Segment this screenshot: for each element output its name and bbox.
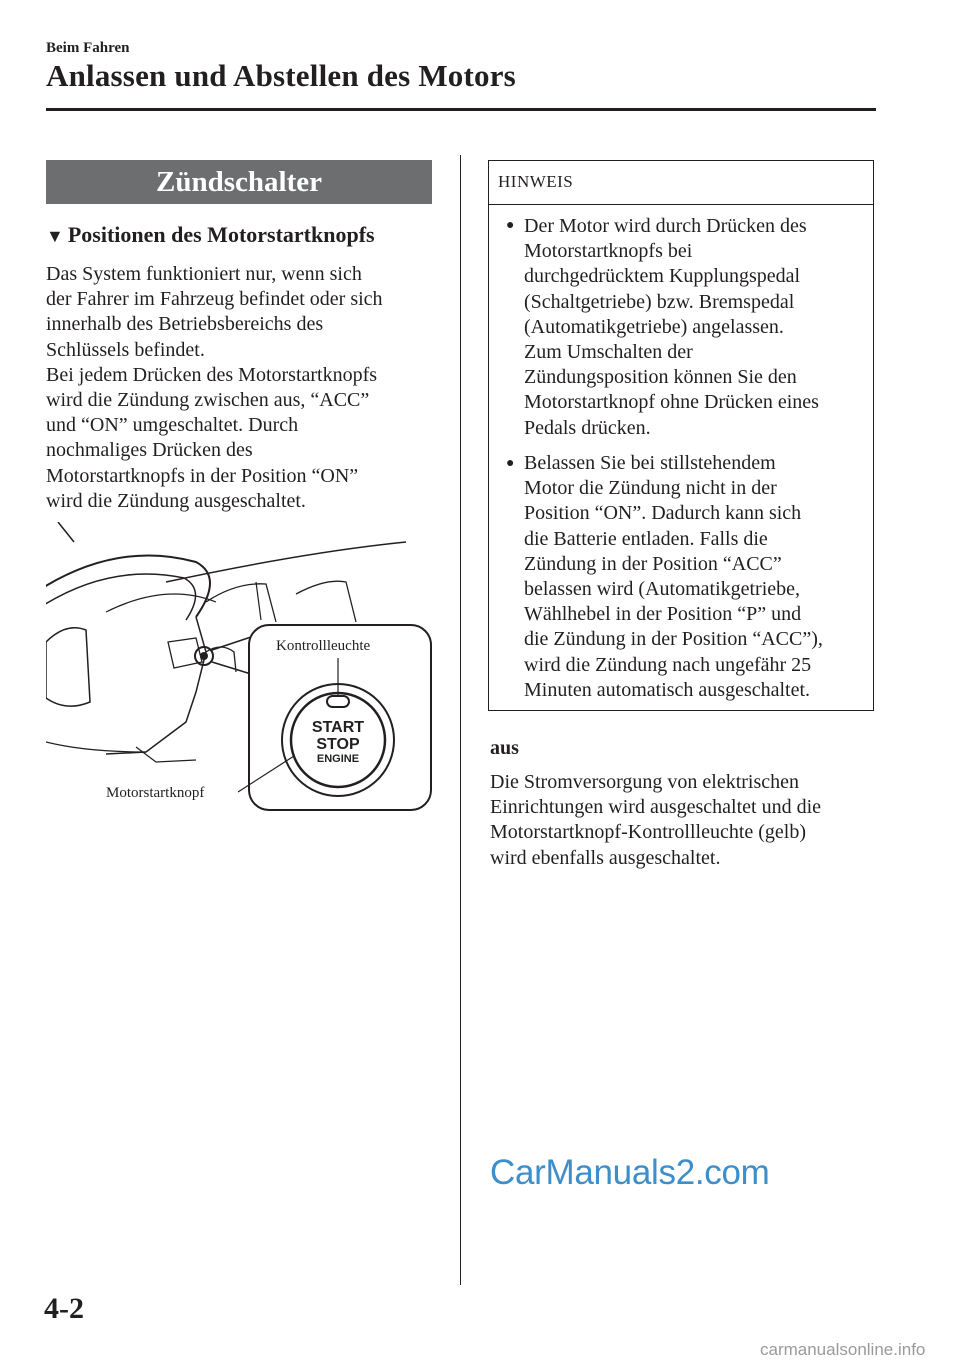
text-line: Zum Umschalten der	[524, 341, 693, 364]
button-text-stop: STOP	[316, 736, 360, 753]
text-line: der Fahrer im Fahrzeug befindet oder sich	[46, 288, 383, 311]
triangle-marker-icon: ▼	[46, 226, 64, 246]
aus-paragraph	[490, 770, 880, 871]
text-line: innerhalb des Betriebsbereichs des	[46, 313, 324, 336]
indicator-light-label: Kontrollleuchte	[276, 638, 371, 654]
text-line: Wählhebel in der Position “P” und	[524, 603, 802, 626]
text-line: (Schaltgetriebe) bzw. Bremspedal	[524, 290, 795, 313]
text-line: Das System funktioniert nur, wenn sich	[46, 263, 362, 285]
aus-heading: aus	[490, 737, 519, 759]
text-line: Minuten automatisch ausgeschaltet.	[524, 678, 811, 701]
text-line: Schlüssels befindet.	[46, 338, 205, 361]
text-line: Der Motor wird durch Drücken des	[524, 215, 807, 237]
bullet-icon: ●	[506, 456, 515, 471]
text-line: wird die Zündung zwischen aus, “ACC”	[46, 389, 370, 412]
text-line: Zündungsposition können Sie den	[524, 366, 797, 389]
button-text-engine: ENGINE	[316, 753, 360, 765]
text-line: nochmaliges Drücken des	[46, 439, 253, 462]
text-line: Bei jedem Drücken des Motorstartknopfs	[46, 363, 378, 386]
text-line: wird die Zündung nach ungefähr 25	[524, 653, 812, 676]
text-line: und “ON” umgeschaltet. Durch	[46, 414, 299, 437]
text-line: wird die Zündung ausgeschaltet.	[46, 489, 306, 512]
subsection-heading-text: Positionen des Motorstartknopfs	[67, 222, 375, 247]
column-divider	[460, 155, 461, 1285]
text-line: durchgedrücktem Kupplungspedal	[524, 265, 801, 288]
text-line: die Batterie entladen. Falls die	[524, 527, 768, 550]
text-line: Die Stromversorgung von elektrischen	[490, 771, 800, 793]
note-divider	[489, 204, 873, 205]
page-number: 4-2	[44, 1292, 84, 1325]
subsection-heading	[46, 222, 375, 248]
text-line: Motorstartknopfs bei	[524, 240, 693, 263]
watermark-link[interactable]: CarManuals2.com	[490, 1153, 770, 1192]
note-heading: HINWEIS	[498, 172, 574, 191]
start-button-label: Motorstartknopf	[106, 785, 205, 801]
dashboard-illustration	[46, 522, 436, 814]
header-rule	[46, 108, 876, 111]
text-line: Belassen Sie bei stillstehendem	[524, 452, 776, 474]
text-line: (Automatikgetriebe) angelassen.	[524, 315, 784, 338]
text-line: die Zündung in der Position “ACC”),	[524, 628, 823, 651]
text-line: Motorstartknopfs in der Position “ON”	[46, 464, 359, 487]
intro-paragraph	[46, 262, 446, 514]
text-line: Pedals drücken.	[524, 416, 651, 439]
text-line: Motorstartknopf-Kontrollleuchte (gelb)	[490, 821, 807, 844]
text-line: Position “ON”. Dadurch kann sich	[524, 502, 802, 525]
button-text-start: START	[311, 719, 365, 736]
text-line: Motor die Zündung nicht in der	[524, 477, 777, 500]
note-bullet-2	[524, 451, 869, 703]
bullet-icon: ●	[506, 218, 515, 233]
text-line: Motorstartknopf ohne Drücken eines	[524, 391, 819, 414]
page-title: Anlassen und Abstellen des Motors	[46, 58, 516, 93]
section-label: Beim Fahren	[46, 40, 130, 56]
note-bullet-1	[524, 214, 869, 441]
text-line: wird ebenfalls ausgeschaltet.	[490, 846, 721, 869]
text-line: Einrichtungen wird ausgeschaltet und die	[490, 796, 822, 819]
section-banner: Zündschalter	[46, 160, 432, 204]
watermark-footer: carmanualsonline.info	[760, 1340, 926, 1359]
text-line: Zündung in der Position “ACC”	[524, 552, 782, 575]
text-line: belassen wird (Automatikgetriebe,	[524, 578, 801, 601]
